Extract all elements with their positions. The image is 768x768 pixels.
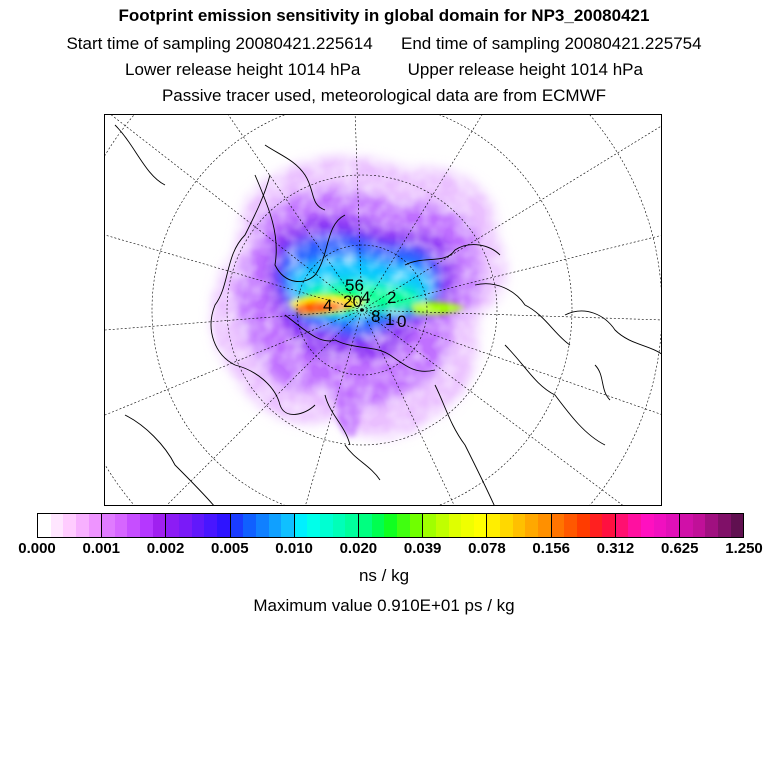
colorbar-tick-label: 0.020 [339,540,378,557]
colorbar-tick-label: 0.625 [660,540,699,557]
colorbar-segment [641,514,654,537]
colorbar-ticks [0,540,768,560]
lower-height-label: Lower release height 1014 hPa [125,60,361,79]
chart-title: Footprint emission sensitivity in global domain for NP3_20080421 [118,6,650,25]
receptor-label: 20 [343,292,362,311]
colorbar-segment [269,514,282,537]
colorbar-segment [602,514,616,537]
map-panel [104,114,662,506]
map-svg [105,115,662,506]
colorbar-segment [487,514,500,537]
colorbar-segment [552,514,565,537]
colorbar-segment [705,514,718,537]
receptor-label: 1 [385,310,395,329]
colorbar-segment [397,514,410,537]
colorbar-segment [500,514,513,537]
colorbar-segment [231,514,244,537]
colorbar-segment [590,514,603,537]
colorbar-segment [166,514,179,537]
colorbar-segment [345,514,359,537]
start-time-label: Start time of sampling 20080421.225614 [66,34,373,53]
colorbar-segment [320,514,333,537]
colorbar-tick-label: 0.312 [596,540,635,557]
colorbar-segment [731,514,744,537]
colorbar-segment [410,514,424,537]
colorbar-segment [295,514,308,537]
colorbar-segment [140,514,153,537]
colorbar-segment [564,514,577,537]
colorbar-segment [513,514,526,537]
colorbar-segment [333,514,346,537]
colorbar-segment [179,514,192,537]
colorbar-segment [243,514,256,537]
colorbar-segment [693,514,706,537]
colorbar-segment [449,514,462,537]
colorbar-tick-label: 0.010 [275,540,313,557]
colorbar-segment [423,514,436,537]
colorbar-segment [718,514,731,537]
colorbar-segment [256,514,269,537]
colorbar-segment [38,514,51,537]
colorbar-segment [628,514,641,537]
colorbar-tick-label: 0.001 [82,540,121,557]
receptor-label: 2 [387,288,397,307]
tracer-info: Passive tracer used, meteorological data are from ECMWF [161,86,607,105]
colorbar-segment [538,514,552,537]
colorbar-segment [525,514,538,537]
colorbar-segment [192,514,205,537]
sampling-times [0,34,768,54]
colorbar-segment [89,514,103,537]
colorbar-segment [307,514,320,537]
colorbar-segment [577,514,590,537]
colorbar-unit: ns / kg [358,566,410,585]
receptor-label: 0 [397,312,407,331]
end-time-label: End time of sampling 20080421.225754 [401,34,702,53]
colorbar-segment [474,514,488,537]
colorbar-tick-label: 0.000 [18,540,56,557]
colorbar-segment [461,514,474,537]
colorbar-tick-label: 1.250 [725,540,763,557]
colorbar-segment [51,514,64,537]
release-heights [0,60,768,80]
colorbar-tick-label: 0.039 [403,540,442,557]
colorbar-segment [359,514,372,537]
colorbar-segment [666,514,680,537]
upper-height-label: Upper release height 1014 hPa [407,60,643,79]
colorbar-segment [153,514,167,537]
colorbar-segment [204,514,217,537]
colorbar-segment [616,514,629,537]
colorbar-segment [384,514,397,537]
receptor-label: 4 [323,296,333,315]
colorbar-tick-label: 0.005 [211,540,249,557]
colorbar-segment [63,514,76,537]
receptor-label: 4 [361,288,371,307]
colorbar-segment [115,514,128,537]
colorbar-segment [281,514,295,537]
colorbar-segment [680,514,693,537]
colorbar-tick-label: 0.002 [146,540,185,557]
colorbar-segment [436,514,449,537]
colorbar-segment [102,514,115,537]
colorbar-tick-label: 0.078 [468,540,506,557]
maximum-value: Maximum value 0.910E+01 ps / kg [253,596,515,615]
colorbar [37,513,744,538]
colorbar-segment [217,514,231,537]
colorbar-segment [76,514,89,537]
colorbar-tick-label: 0.156 [532,540,570,557]
receptor-label: 56 [345,276,364,295]
colorbar-segment [654,514,667,537]
colorbar-segment [372,514,385,537]
receptor-label: 8 [371,307,381,326]
colorbar-segment [127,514,140,537]
